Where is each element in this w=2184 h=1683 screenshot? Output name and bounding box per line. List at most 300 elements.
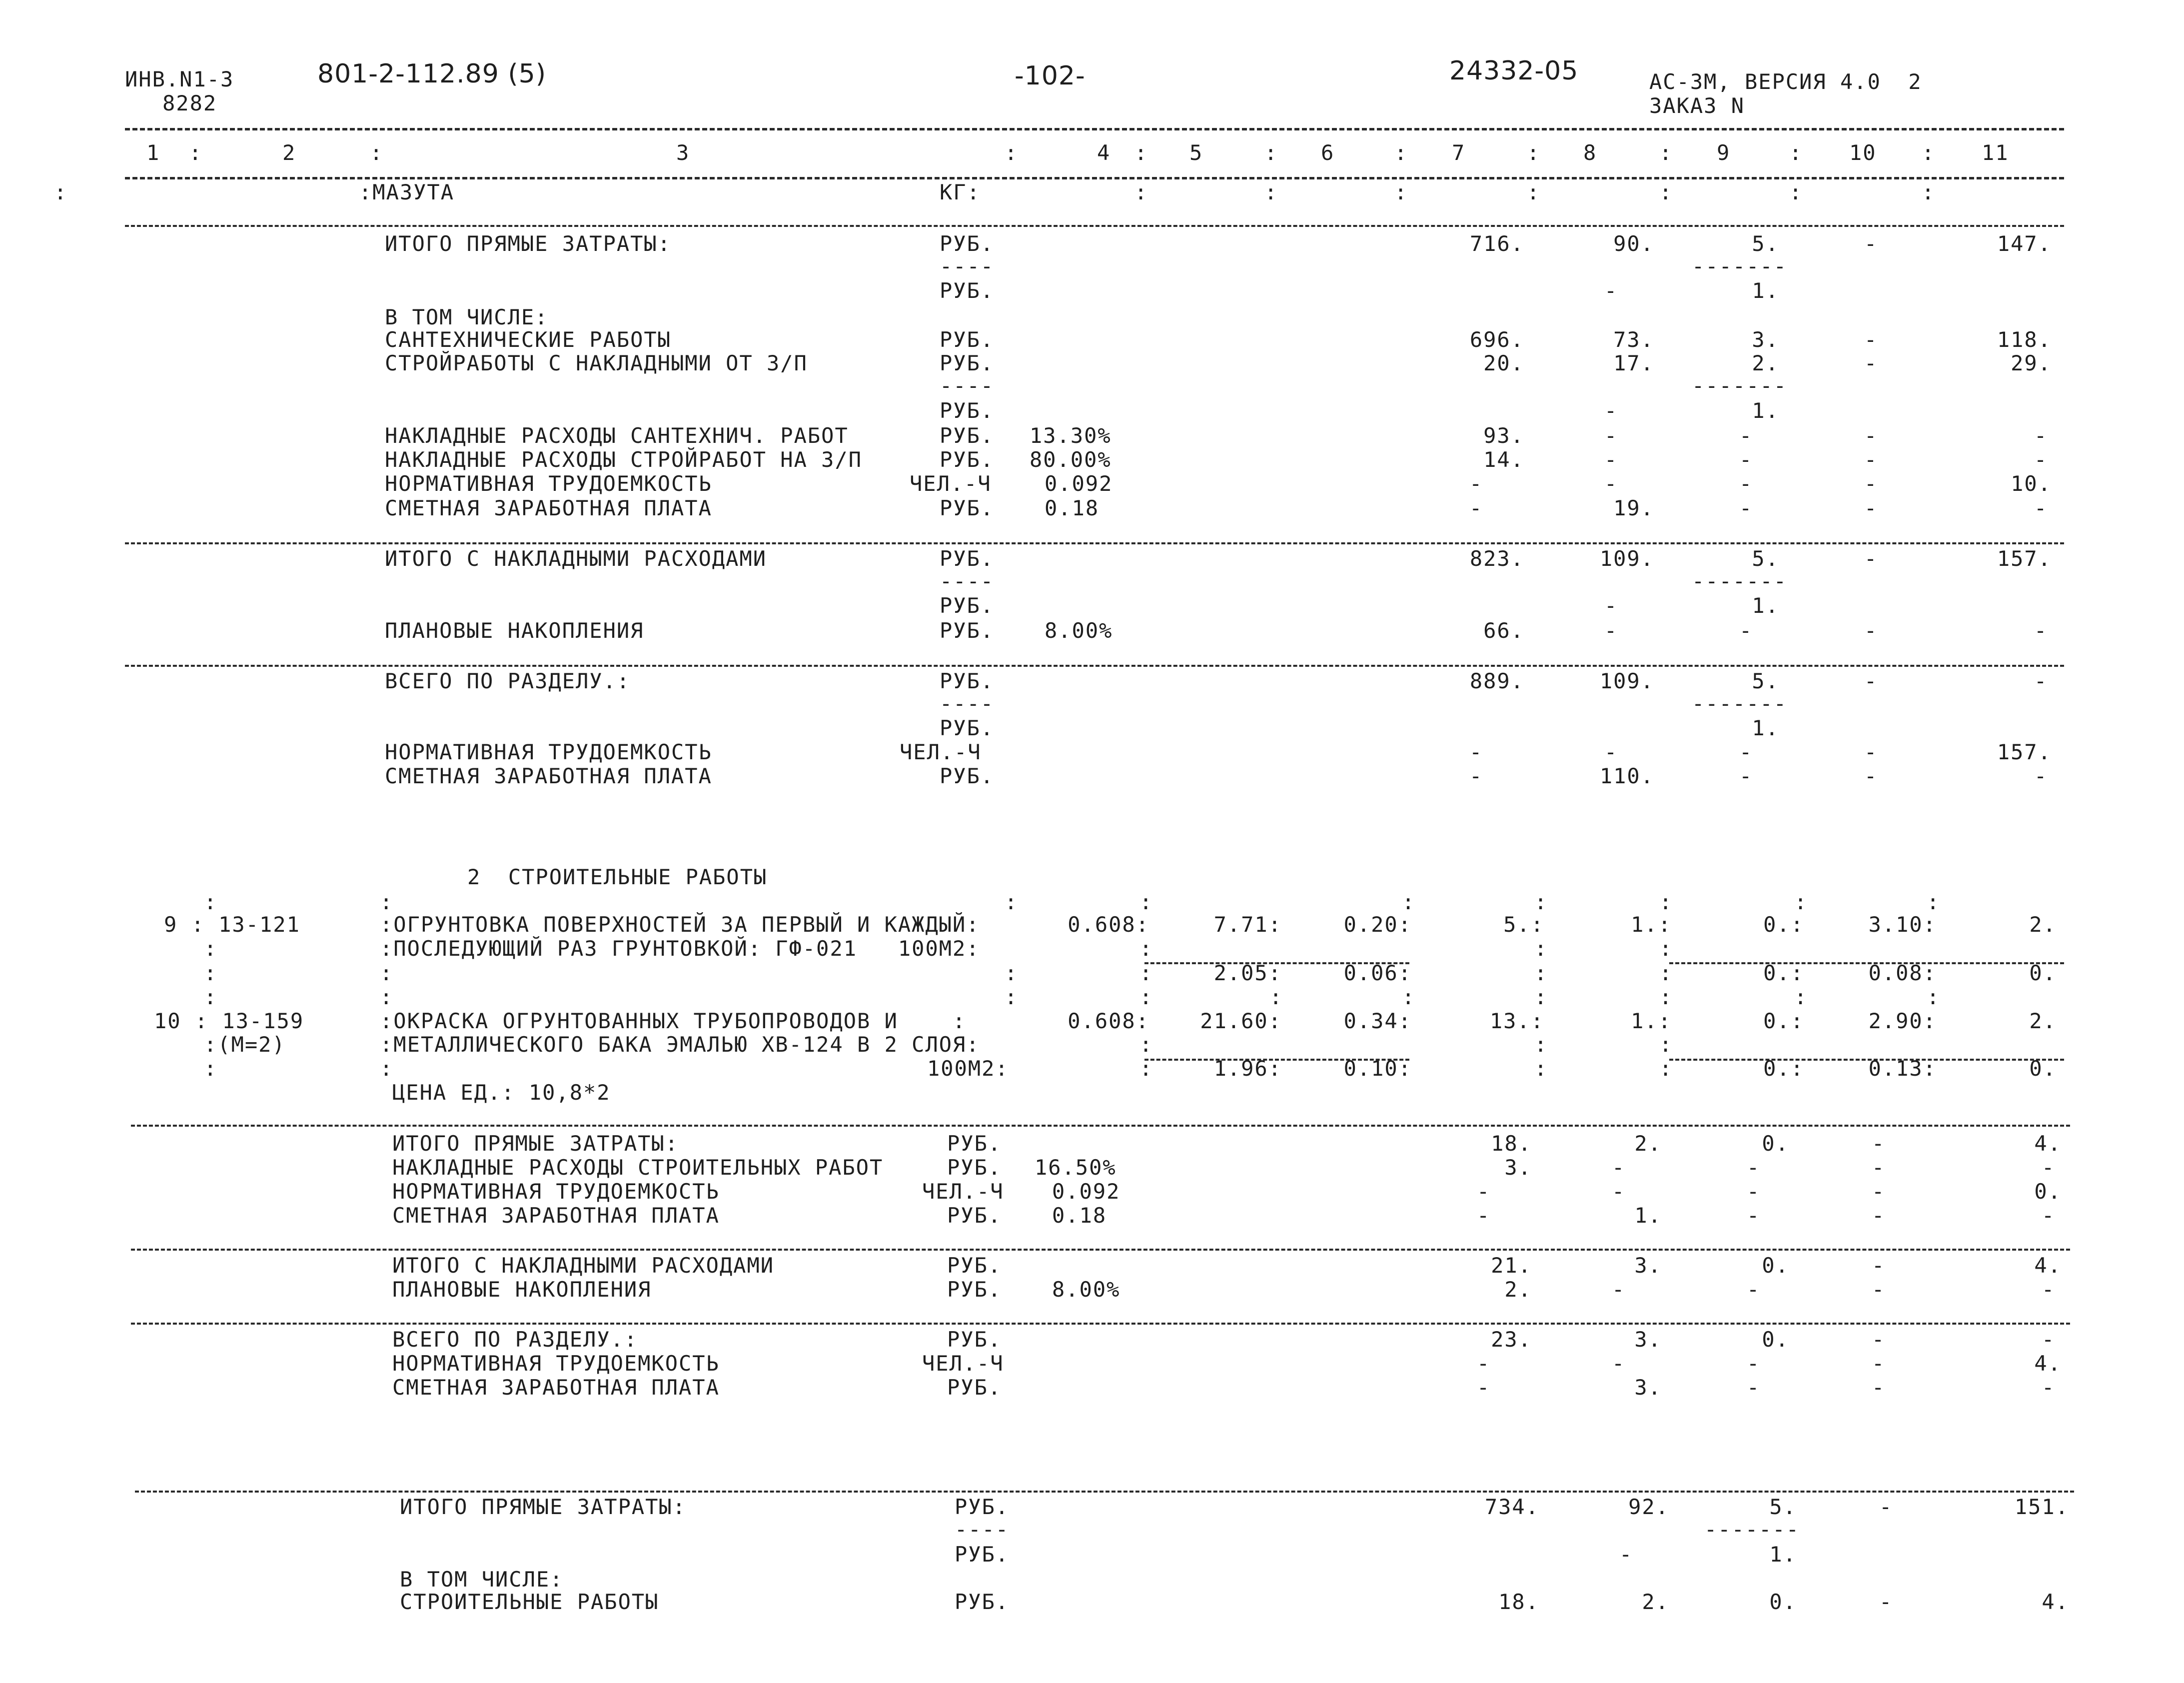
line-cell: : <box>1534 890 1548 914</box>
line-cell: 3. <box>1634 1253 1662 1278</box>
line-cell: : <box>1139 1032 1153 1057</box>
line-cell: 118. <box>1997 327 2052 352</box>
line-cell: РУБ. <box>955 1495 1010 1519</box>
line-cell: - <box>1864 546 1878 571</box>
line-cell: - <box>1864 618 1878 643</box>
column-number: 5 <box>1189 140 1203 165</box>
line-cell: - <box>1604 740 1618 764</box>
line-cell: В ТОМ ЧИСЛЕ: <box>400 1567 564 1592</box>
line-cell: ИТОГО С НАКЛАДНЫМИ РАСХОДАМИ <box>392 1253 775 1278</box>
line-cell: 1. <box>1769 1542 1797 1567</box>
line-cell: 1. <box>1752 278 1779 303</box>
line-cell: - <box>1612 1351 1626 1376</box>
line-cell: ВСЕГО ПО РАЗДЕЛУ.: <box>385 669 631 693</box>
line-cell: 0. <box>2029 961 2057 985</box>
line-cell: 29. <box>2011 351 2052 375</box>
section-rule <box>131 1249 2070 1251</box>
column-separator: : <box>1134 140 1148 165</box>
line-cell: - <box>1864 447 1878 472</box>
line-cell: - <box>1604 447 1618 472</box>
line-cell: 0. <box>1762 1253 1789 1278</box>
line-cell: 0.20: <box>1343 912 1412 937</box>
section-rule <box>125 542 2064 544</box>
line-cell: 147. <box>1997 231 2052 256</box>
line-cell: ------- <box>1704 1517 1800 1542</box>
column-separator: : <box>189 140 203 165</box>
line-cell: 3. <box>1634 1327 1662 1352</box>
line-cell: - <box>1864 740 1878 764</box>
column-separator: : <box>1922 140 1936 165</box>
line-cell: - <box>1747 1179 1761 1204</box>
column-number: 7 <box>1452 140 1466 165</box>
line-cell: 73. <box>1613 327 1654 352</box>
column-separator: : <box>1394 140 1408 165</box>
line-cell: :МАЗУТА <box>359 180 455 204</box>
column-number: 6 <box>1321 140 1335 165</box>
line-cell: - <box>1864 764 1878 788</box>
line-cell: 2 СТРОИТЕЛЬНЫЕ РАБОТЫ <box>467 865 768 889</box>
line-cell: 20. <box>1483 351 1524 375</box>
line-cell: 8.00% <box>1052 1277 1120 1302</box>
line-cell: - <box>1872 1351 1886 1376</box>
line-cell: : <box>1005 890 1019 914</box>
line-cell: НАКЛАДНЫЕ РАСХОДЫ СТРОИТЕЛЬНЫХ РАБОТ <box>392 1155 884 1180</box>
line-cell: 100М2: <box>927 1056 1009 1081</box>
line-cell: - <box>1612 1277 1626 1302</box>
line-cell: : <box>1794 985 1808 1009</box>
line-cell: 109. <box>1599 546 1654 571</box>
line-cell: : <box>1527 180 1541 204</box>
line-cell: : <box>1659 1032 1673 1057</box>
line-cell: 10. <box>2011 471 2052 496</box>
line-cell: 0. <box>1769 1590 1797 1614</box>
line-cell: - <box>1879 1590 1893 1614</box>
line-cell: : <box>204 890 218 914</box>
column-number: 8 <box>1583 140 1597 165</box>
line-cell: 9 : 13-121 <box>164 912 300 937</box>
line-cell: ---- <box>940 254 995 278</box>
line-cell: : <box>204 985 218 1009</box>
line-cell: - <box>1739 618 1753 643</box>
line-cell: - <box>2042 1327 2056 1352</box>
line-cell: : <box>1927 890 1941 914</box>
line-cell: : <box>204 936 218 961</box>
line-cell: 5. <box>1769 1495 1797 1519</box>
line-cell: : <box>1794 890 1808 914</box>
line-cell: 889. <box>1469 669 1524 693</box>
line-cell: 13.30% <box>1030 423 1111 448</box>
line-cell: 0.18 <box>1052 1203 1107 1228</box>
line-cell: 157. <box>1997 740 2052 764</box>
order-number: ЗАКАЗ N <box>1649 93 1745 118</box>
line-cell: 7.71: <box>1213 912 1282 937</box>
line-cell: НАКЛАДНЫЕ РАСХОДЫ СТРОЙРАБОТ НА З/П <box>385 447 863 472</box>
line-cell: ИТОГО ПРЯМЫЕ ЗАТРАТЫ: <box>385 231 672 256</box>
line-cell: : <box>380 985 394 1009</box>
line-cell: РУБ. <box>940 593 995 618</box>
line-cell: 4. <box>2034 1253 2062 1278</box>
line-cell: 1. <box>1634 1203 1662 1228</box>
line-cell: - <box>1747 1375 1761 1400</box>
line-cell: ---- <box>940 373 995 398</box>
line-cell: - <box>1864 669 1878 693</box>
line-cell: 8.00% <box>1045 618 1113 643</box>
line-cell: РУБ. <box>940 231 995 256</box>
line-cell: 734. <box>1484 1495 1539 1519</box>
line-cell: - <box>1747 1155 1761 1180</box>
line-cell: - <box>2042 1277 2056 1302</box>
line-cell: - <box>2034 447 2048 472</box>
line-cell: РУБ. <box>947 1327 1002 1352</box>
line-cell: : <box>1659 890 1673 914</box>
line-cell: 2. <box>1504 1277 1532 1302</box>
line-cell: РУБ. <box>940 716 995 740</box>
line-cell: ЧЕЛ.-Ч <box>900 740 982 764</box>
line-cell: 110. <box>1599 764 1654 788</box>
line-cell: НОРМАТИВНАЯ ТРУДОЕМКОСТЬ <box>392 1351 720 1376</box>
line-cell: - <box>1872 1131 1886 1156</box>
line-cell: : <box>1005 985 1019 1009</box>
line-cell: 0.608: <box>1068 912 1149 937</box>
line-cell: ---- <box>940 569 995 593</box>
line-cell: 1. <box>1752 716 1779 740</box>
line-cell: - <box>1604 593 1618 618</box>
line-cell: 14. <box>1483 447 1524 472</box>
line-cell: 0.: <box>1763 912 1804 937</box>
line-cell: - <box>1612 1155 1626 1180</box>
line-cell: РУБ. <box>940 398 995 423</box>
line-cell: - <box>1619 1542 1633 1567</box>
line-cell: ПЛАНОВЫЕ НАКОПЛЕНИЯ <box>392 1277 652 1302</box>
line-cell: : <box>1402 890 1416 914</box>
line-cell: - <box>1864 351 1878 375</box>
line-cell: : <box>1789 180 1803 204</box>
line-cell: 716. <box>1469 231 1524 256</box>
line-cell: : <box>1264 180 1278 204</box>
rule <box>125 128 2064 130</box>
column-separator: : <box>1659 140 1673 165</box>
line-cell: : <box>1139 1056 1153 1081</box>
line-cell: 109. <box>1599 669 1654 693</box>
line-cell: : <box>54 180 68 204</box>
line-cell: 2. <box>1634 1131 1662 1156</box>
line-cell: РУБ. <box>940 351 995 375</box>
line-cell: : <box>1534 985 1548 1009</box>
line-cell: РУБ. <box>940 423 995 448</box>
line-cell: - <box>1872 1155 1886 1180</box>
line-cell: : <box>1659 1056 1673 1081</box>
line-cell: 4. <box>2042 1590 2069 1614</box>
line-cell: : <box>1139 936 1153 961</box>
line-cell: СТРОИТЕЛЬНЫЕ РАБОТЫ <box>400 1590 659 1614</box>
inventory-number: ИНВ.N1-3 <box>125 67 234 91</box>
line-cell: 17. <box>1613 351 1654 375</box>
job-number: 24332-05 <box>1449 56 1579 86</box>
line-cell: РУБ. <box>955 1542 1010 1567</box>
section-rule <box>131 1125 2070 1127</box>
line-cell: : <box>380 890 394 914</box>
line-cell: 1.: <box>1631 1009 1672 1033</box>
line-cell: 0. <box>1762 1327 1789 1352</box>
line-cell: : <box>1659 180 1673 204</box>
line-cell: 3. <box>1504 1155 1532 1180</box>
line-cell: : <box>1394 180 1408 204</box>
line-cell: 0.092 <box>1045 471 1113 496</box>
line-cell: - <box>1469 471 1483 496</box>
line-cell: - <box>1477 1375 1491 1400</box>
line-cell: ВСЕГО ПО РАЗДЕЛУ.: <box>392 1327 638 1352</box>
column-separator: : <box>1789 140 1803 165</box>
line-cell: - <box>1864 471 1878 496</box>
line-cell: - <box>1864 231 1878 256</box>
column-number: 3 <box>676 140 690 165</box>
line-cell: :МЕТАЛЛИЧЕСКОГО БАКА ЭМАЛЬЮ ХВ-124 В 2 СЛОЯ: <box>380 1032 980 1057</box>
line-cell: 1.96: <box>1213 1056 1282 1081</box>
line-cell: : <box>1534 1032 1548 1057</box>
line-cell: РУБ. <box>940 278 995 303</box>
line-cell: РУБ. <box>940 764 995 788</box>
line-cell: : <box>380 1056 394 1081</box>
line-cell: 0. <box>2029 1056 2057 1081</box>
line-cell: 80.00% <box>1030 447 1111 472</box>
line-cell: 0.13: <box>1868 1056 1937 1081</box>
line-cell: - <box>1739 423 1753 448</box>
line-cell: РУБ. <box>940 546 995 571</box>
line-cell: - <box>1739 764 1753 788</box>
line-cell: : <box>1659 961 1673 985</box>
line-cell: - <box>2042 1375 2056 1400</box>
line-cell: - <box>1872 1277 1886 1302</box>
line-cell: 13.: <box>1489 1009 1544 1033</box>
line-cell: - <box>1477 1179 1491 1204</box>
line-cell: - <box>1872 1375 1886 1400</box>
line-cell: 2. <box>2029 912 2057 937</box>
line-cell: ИТОГО С НАКЛАДНЫМИ РАСХОДАМИ <box>385 546 767 571</box>
line-cell: 0. <box>1762 1131 1789 1156</box>
line-cell: 18. <box>1498 1590 1539 1614</box>
line-cell: РУБ. <box>940 447 995 472</box>
column-number: 9 <box>1717 140 1731 165</box>
line-cell: - <box>1872 1327 1886 1352</box>
line-cell: 0.34: <box>1343 1009 1412 1033</box>
line-cell: 3. <box>1752 327 1779 352</box>
line-cell: :ОГРУНТОВКА ПОВЕРХНОСТЕЙ ЗА ПЕРВЫЙ И КАЖДЫЙ: <box>380 912 980 937</box>
line-cell: - <box>1604 398 1618 423</box>
line-cell: РУБ. <box>947 1375 1002 1400</box>
line-cell: - <box>1872 1253 1886 1278</box>
line-cell: 5. <box>1752 546 1779 571</box>
line-cell: : <box>1534 1056 1548 1081</box>
line-cell: - <box>1604 618 1618 643</box>
line-cell: 16.50% <box>1035 1155 1116 1180</box>
line-cell: РУБ. <box>947 1203 1002 1228</box>
line-cell: 0.092 <box>1052 1179 1120 1204</box>
line-cell: - <box>1864 327 1878 352</box>
line-cell: ------- <box>1692 254 1788 278</box>
line-cell: - <box>1747 1277 1761 1302</box>
line-cell: 2. <box>2029 1009 2057 1033</box>
line-cell: 2. <box>1642 1590 1669 1614</box>
line-cell: 18. <box>1491 1131 1532 1156</box>
line-cell: РУБ. <box>940 327 995 352</box>
line-cell: ------- <box>1692 569 1788 593</box>
line-cell: : <box>1139 961 1153 985</box>
line-cell: НОРМАТИВНАЯ ТРУДОЕМКОСТЬ <box>385 740 712 764</box>
line-cell: - <box>1612 1179 1626 1204</box>
column-number: 2 <box>282 140 296 165</box>
line-cell: - <box>2034 618 2048 643</box>
line-cell: 0.: <box>1763 1056 1804 1081</box>
line-cell: РУБ. <box>947 1277 1002 1302</box>
line-cell: 0.06: <box>1343 961 1412 985</box>
line-cell: 0.: <box>1763 1009 1804 1033</box>
line-cell: :ОКРАСКА ОГРУНТОВАННЫХ ТРУБОПРОВОДОВ И : <box>380 1009 967 1033</box>
line-cell: 3.10: <box>1868 912 1937 937</box>
line-cell: РУБ. <box>947 1155 1002 1180</box>
line-cell: : <box>1659 985 1673 1009</box>
line-cell: ------- <box>1692 691 1788 716</box>
line-cell: - <box>1604 278 1618 303</box>
line-cell: 5. <box>1752 231 1779 256</box>
line-cell: : <box>380 961 394 985</box>
line-cell: РУБ. <box>955 1590 1010 1614</box>
line-cell: ИТОГО ПРЯМЫЕ ЗАТРАТЫ: <box>400 1495 687 1519</box>
line-cell: - <box>1872 1203 1886 1228</box>
line-cell: 21. <box>1491 1253 1532 1278</box>
line-cell: - <box>1739 740 1753 764</box>
line-cell: 19. <box>1613 496 1654 520</box>
line-cell: ---- <box>940 691 995 716</box>
line-cell: РУБ. <box>947 1131 1002 1156</box>
line-cell: 0.608: <box>1068 1009 1149 1033</box>
line-cell: - <box>1604 471 1618 496</box>
line-cell: ЦЕНА ЕД.: 10,8*2 <box>392 1080 611 1105</box>
rule <box>125 177 2064 179</box>
line-cell: : <box>1269 985 1283 1009</box>
line-cell: : <box>1922 180 1936 204</box>
line-cell: 0. <box>2034 1179 2062 1204</box>
line-cell: - <box>1739 447 1753 472</box>
line-cell: 0.08: <box>1868 961 1937 985</box>
column-number: 4 <box>1097 140 1111 165</box>
line-cell: 157. <box>1997 546 2052 571</box>
line-cell: 1.: <box>1631 912 1672 937</box>
line-cell: 92. <box>1628 1495 1669 1519</box>
line-cell: - <box>2034 764 2048 788</box>
page-number: -102- <box>1015 61 1086 91</box>
line-cell: СМЕТНАЯ ЗАРАБОТНАЯ ПЛАТА <box>385 496 712 520</box>
column-number: 1 <box>146 140 160 165</box>
line-cell: 0.10: <box>1343 1056 1412 1081</box>
line-cell: - <box>1872 1179 1886 1204</box>
line-cell: 1. <box>1752 398 1779 423</box>
line-cell: 0.18 <box>1045 496 1099 520</box>
line-cell: - <box>1879 1495 1893 1519</box>
line-cell: - <box>2034 669 2048 693</box>
line-cell: 1. <box>1752 593 1779 618</box>
line-cell: : <box>1927 985 1941 1009</box>
line-cell: - <box>1477 1351 1491 1376</box>
line-cell: : <box>1534 936 1548 961</box>
line-cell: 5.: <box>1503 912 1544 937</box>
line-cell: ------- <box>1692 373 1788 398</box>
line-cell: 4. <box>2034 1131 2062 1156</box>
line-cell: РУБ. <box>940 496 995 520</box>
column-separator: : <box>1527 140 1541 165</box>
line-cell: ЧЕЛ.-Ч <box>922 1351 1004 1376</box>
line-cell: СМЕТНАЯ ЗАРАБОТНАЯ ПЛАТА <box>392 1203 720 1228</box>
line-cell: - <box>2042 1155 2056 1180</box>
line-cell: : <box>1139 890 1153 914</box>
line-cell: ПЛАНОВЫЕ НАКОПЛЕНИЯ <box>385 618 644 643</box>
line-cell: САНТЕХНИЧЕСКИЕ РАБОТЫ <box>385 327 672 352</box>
line-cell: 0.: <box>1763 961 1804 985</box>
line-cell: 2.05: <box>1213 961 1282 985</box>
line-cell: 10 : 13-159 <box>154 1009 304 1033</box>
section-rule <box>135 1491 2074 1493</box>
line-cell: СТРОЙРАБОТЫ С НАКЛАДНЫМИ ОТ З/П <box>385 351 808 375</box>
line-cell: - <box>2034 496 2048 520</box>
line-cell: - <box>1469 496 1483 520</box>
line-cell: РУБ. <box>940 669 995 693</box>
line-cell: - <box>1604 423 1618 448</box>
line-cell: 21.60: <box>1200 1009 1282 1033</box>
line-cell: :(М=2) <box>204 1032 286 1057</box>
column-separator: : <box>1005 140 1019 165</box>
line-cell: 151. <box>2014 1495 2069 1519</box>
column-separator: : <box>370 140 384 165</box>
line-cell: НАКЛАДНЫЕ РАСХОДЫ САНТЕХНИЧ. РАБОТ <box>385 423 849 448</box>
line-cell: 90. <box>1613 231 1654 256</box>
line-cell: В ТОМ ЧИСЛЕ: <box>385 305 549 329</box>
line-cell: 66. <box>1483 618 1524 643</box>
column-number: 11 <box>1982 140 2009 165</box>
line-cell: ---- <box>955 1517 1010 1542</box>
line-cell: - <box>2034 423 2048 448</box>
line-cell: - <box>1747 1351 1761 1376</box>
section-rule <box>131 1323 2070 1325</box>
section-rule <box>125 225 2064 227</box>
line-cell: 696. <box>1469 327 1524 352</box>
line-cell: : <box>1402 985 1416 1009</box>
line-cell: 823. <box>1469 546 1524 571</box>
column-separator: : <box>1264 140 1278 165</box>
line-cell: : <box>1534 961 1548 985</box>
line-cell: - <box>1469 740 1483 764</box>
document-code: 801-2-112.89 (5) <box>317 59 546 89</box>
program-version: АС-3М, ВЕРСИЯ 4.0 2 <box>1649 69 1922 94</box>
line-cell: 2. <box>1752 351 1779 375</box>
line-cell: - <box>1864 423 1878 448</box>
line-cell: РУБ. <box>947 1253 1002 1278</box>
line-cell: - <box>2042 1203 2056 1228</box>
line-cell: - <box>1747 1203 1761 1228</box>
line-cell: ЧЕЛ.-Ч <box>910 471 992 496</box>
line-cell: : <box>1134 180 1148 204</box>
line-cell: - <box>1739 471 1753 496</box>
line-cell: - <box>1469 764 1483 788</box>
line-cell: РУБ. <box>940 618 995 643</box>
section-rule <box>125 665 2064 667</box>
line-cell: НОРМАТИВНАЯ ТРУДОЕМКОСТЬ <box>392 1179 720 1204</box>
line-cell: 3. <box>1634 1375 1662 1400</box>
line-cell: ЧЕЛ.-Ч <box>922 1179 1004 1204</box>
line-cell: : <box>1005 961 1019 985</box>
column-number: 10 <box>1849 140 1877 165</box>
line-cell: - <box>1864 496 1878 520</box>
line-cell: НОРМАТИВНАЯ ТРУДОЕМКОСТЬ <box>385 471 712 496</box>
line-cell: : <box>1139 985 1153 1009</box>
